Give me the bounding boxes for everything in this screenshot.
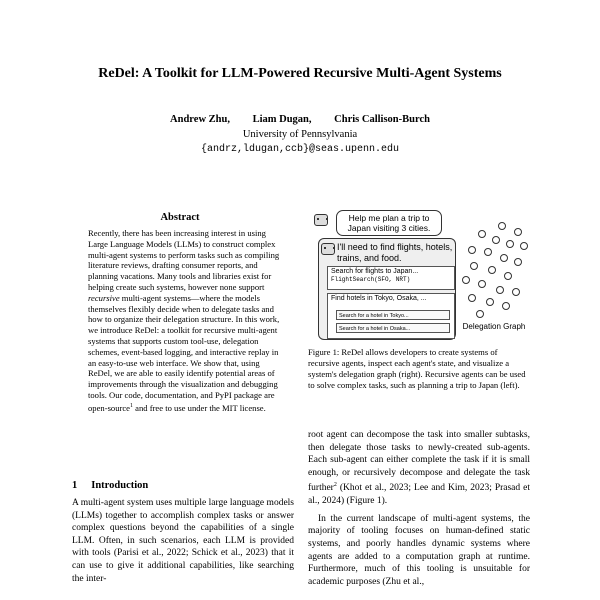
abstract-heading: Abstract bbox=[160, 212, 200, 223]
author-list bbox=[0, 114, 600, 125]
user-message-bubble: Help me plan a trip to Japan visiting 3 cities. bbox=[336, 210, 442, 236]
figure-1 bbox=[308, 208, 530, 338]
author-2: Liam Dugan, bbox=[252, 114, 312, 125]
agent-panel bbox=[318, 238, 456, 340]
subtask-osaka: Search for a hotel in Osaka... bbox=[336, 323, 450, 333]
user-avatar-icon bbox=[314, 214, 328, 226]
section-heading-introduction: 1 Introduction bbox=[72, 480, 149, 491]
affiliation: University of Pennsylvania bbox=[242, 129, 358, 140]
introduction-body: A multi-agent system uses multiple large language models (LLMs) together to accomplish complex tasks or answer complex questions beyond the capabilities of a single LLM. Often, in such scenarios, each LLM is provided with tools (Parisi et al., 2022; Schick et al., 2023) that it can use to give it additional capabilities, like searching the inter- bbox=[72, 498, 294, 584]
author-emails: {andrz,ldugan,ccb}@seas.upenn.edu bbox=[200, 144, 400, 155]
tool-call-hotel-search: Find hotels in Tokyo, Osaka, ... Search for a hotel in Tokyo... Search for a hotel in Osaka... bbox=[327, 293, 455, 339]
agent-robot-icon bbox=[321, 243, 335, 255]
subtask-tokyo: Search for a hotel in Tokyo... bbox=[336, 310, 450, 320]
author-1: Andrew Zhu, bbox=[170, 114, 230, 125]
abstract-body: Recently, there has been increasing interest in using Large Language Models (LLMs) to construct complex multi-agent systems to perform tasks such as compiling literature reviews, drafting consumer reports, and planning vacations. Many tools and libraries exist for helping create such systems, however none support recursive multi-agent systems—where the models themselves flexibly decide when to delegate tasks and how to organize their delegation structure. In this work, we introduce ReDel: a toolkit for recursive multi-agent systems that supports custom tool-use, delegation schemes, event-based logging, and interactive replay in an easy-to-use web interface. We show that, using ReDel, we are able to easily identify potential areas of improvements through the visualization and debugging tools. Our code, documentation, and PyPI package are open-source$^1$ and free to use under the MIT license. bbox=[88, 228, 280, 413]
delegation-graph bbox=[458, 216, 530, 326]
agent-message: I'll need to find flights, hotels, trains, and food. bbox=[337, 242, 453, 263]
delegation-graph-label: Delegation Graph bbox=[462, 322, 526, 331]
paper-title: ReDel: A Toolkit for LLM-Powered Recursive Multi-Agent Systems bbox=[98, 66, 502, 81]
figure-caption: Figure 1: ReDel allows developers to create systems of recursive agents, inspect each agent's state, and visualize a system's delegation graph (right). Recursive agents can be used to solve complex tasks, such as planning a trip to Japan (left). bbox=[308, 347, 526, 390]
author-3: Chris Callison-Burch bbox=[334, 114, 430, 125]
tool-call-flight-search: Search for flights to Japan... FlightSearch(SFO, NRT) bbox=[327, 266, 455, 290]
right-column-body: root agent can decompose the task into smaller subtasks, then delegate those tasks to newly-created sub-agents. Each sub-agent can either complete the task if it is small enough, or recursively decompose and delegate the task further$^2$ (Khot et al., 2023; Lee and Kim, 2023; Prasad et al., 2024) (Figure 1). In the current landscape of multi-agent systems, the majority of tooling focuses on human-defined static systems, and poorly handles dynamic systems where agents are added to a computation graph at runtime. Furthermore, much of this tooling is unsuitable for academic purposes (Zhu et al., bbox=[308, 430, 530, 587]
